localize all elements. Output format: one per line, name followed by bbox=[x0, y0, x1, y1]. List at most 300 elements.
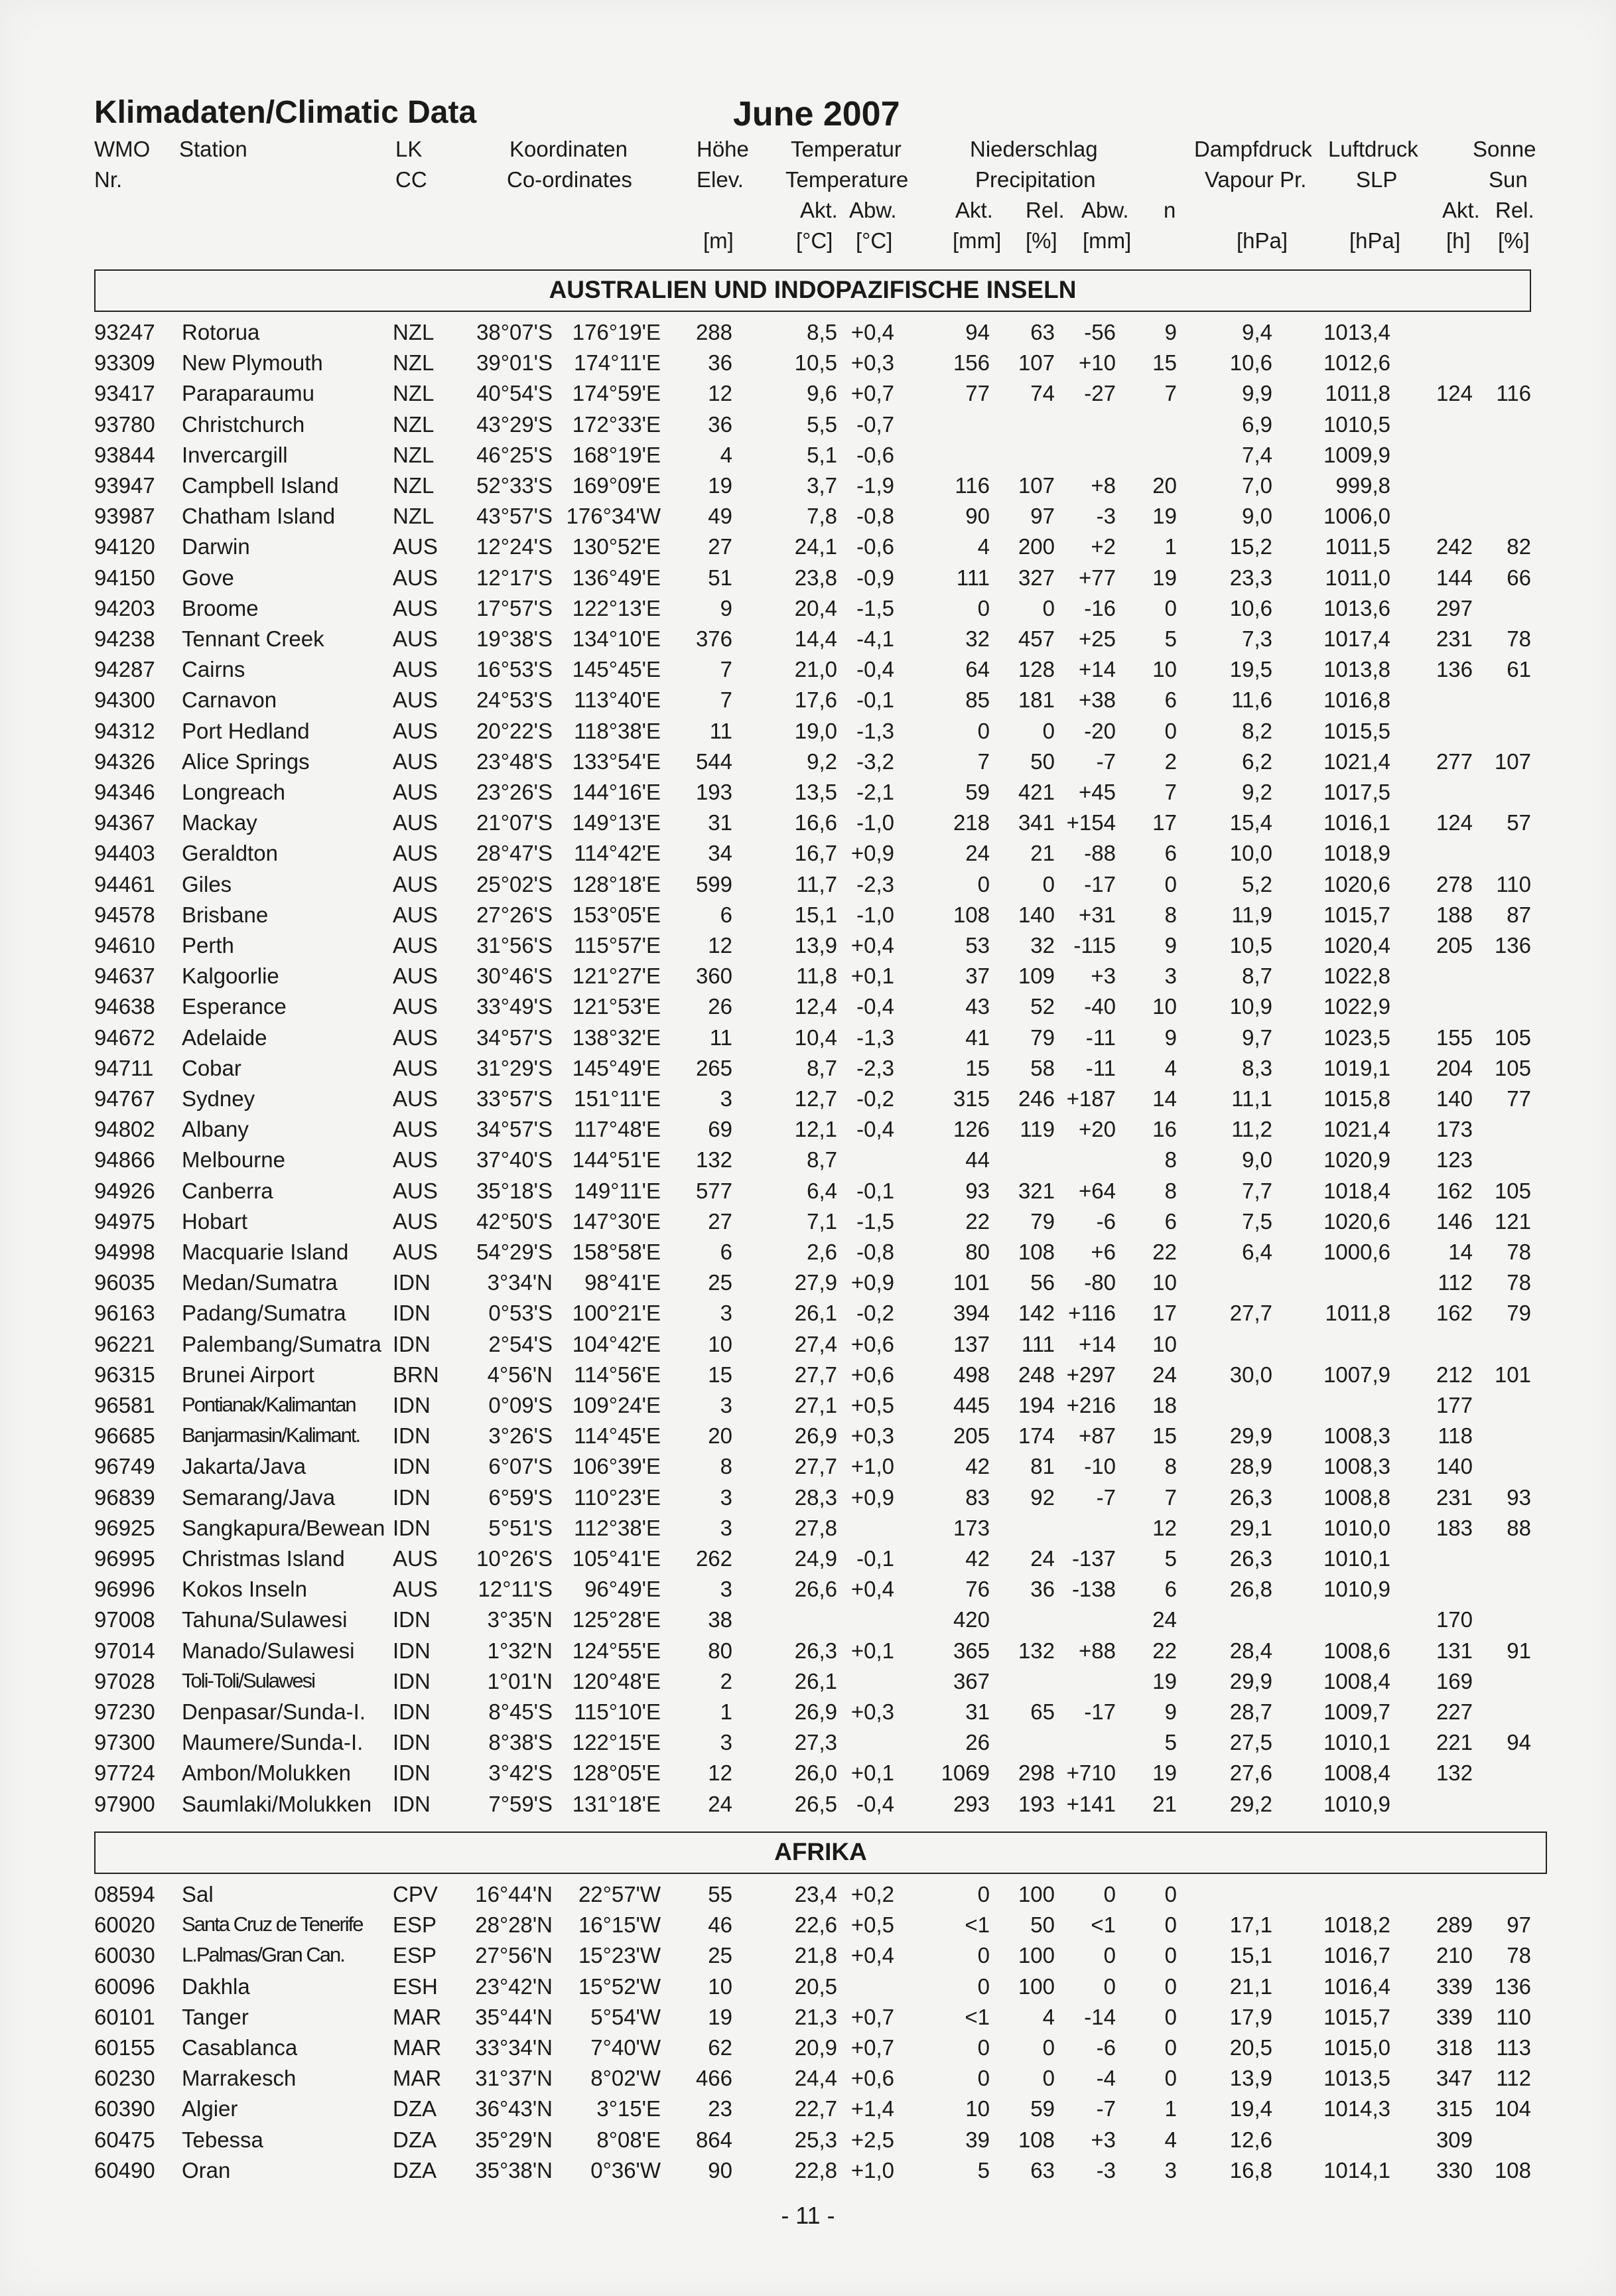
table-row bbox=[0, 1577, 1616, 1607]
station-name: Medan/Sumatra bbox=[182, 1270, 338, 1295]
report-month: June 2007 bbox=[733, 95, 900, 133]
header-prec-rel: Rel. bbox=[1026, 198, 1065, 222]
temperature-akt: 10,5 bbox=[794, 350, 837, 376]
precipitation-abw: +77 bbox=[1079, 565, 1116, 590]
precipitation-rel: 341 bbox=[1018, 810, 1055, 835]
sea-level-pressure: 1008,4 bbox=[1323, 1760, 1390, 1786]
temperature-abw: +0,6 bbox=[850, 1362, 894, 1387]
precipitation-akt: 365 bbox=[953, 1638, 990, 1663]
latitude: 27°26'S bbox=[476, 902, 553, 927]
vapour-pressure: 26,8 bbox=[1229, 1577, 1272, 1602]
sunshine-hours: 14 bbox=[1448, 1240, 1473, 1264]
wmo-number: 93780 bbox=[94, 411, 155, 437]
elevation: 3 bbox=[720, 1086, 732, 1111]
country-code: AUS bbox=[393, 994, 438, 1019]
wmo-number: 97028 bbox=[94, 1668, 155, 1693]
sunshine-hours: 140 bbox=[1436, 1454, 1473, 1479]
longitude: 124°55'E bbox=[572, 1638, 661, 1663]
precipitation-akt: 218 bbox=[953, 810, 990, 835]
header-sun-unit-akt: [h] bbox=[1446, 228, 1471, 253]
station-name: Cobar bbox=[182, 1055, 241, 1080]
wmo-number: 96163 bbox=[94, 1301, 155, 1326]
precipitation-days: 9 bbox=[1164, 320, 1177, 344]
header-koordinaten: Koordinaten bbox=[509, 137, 628, 161]
header-sun: Sun bbox=[1489, 167, 1528, 192]
country-code: AUS bbox=[393, 534, 438, 559]
country-code: IDN bbox=[393, 1760, 431, 1786]
precipitation-days: 0 bbox=[1164, 2035, 1177, 2060]
longitude: 100°21'E bbox=[572, 1301, 661, 1326]
precipitation-akt: 22 bbox=[965, 1208, 990, 1234]
latitude: 39°01'S bbox=[476, 350, 553, 376]
longitude: 121°53'E bbox=[572, 994, 661, 1019]
precipitation-abw: 0 bbox=[1103, 1943, 1116, 1968]
temperature-abw: -1,0 bbox=[856, 902, 894, 927]
table-row bbox=[0, 1056, 1616, 1086]
table-row bbox=[0, 565, 1616, 596]
sunshine-hours: 289 bbox=[1436, 1912, 1473, 1938]
table-row bbox=[0, 2035, 1616, 2066]
station-name: Sangkapura/Bewean bbox=[182, 1515, 385, 1540]
table-row bbox=[0, 1301, 1616, 1331]
sea-level-pressure: 1018,2 bbox=[1323, 1912, 1390, 1938]
temperature-abw: +0,5 bbox=[850, 1912, 894, 1938]
elevation: 25 bbox=[708, 1270, 732, 1295]
temperature-akt: 10,4 bbox=[794, 1025, 837, 1050]
sea-level-pressure: 1008,8 bbox=[1323, 1484, 1390, 1510]
temperature-akt: 5,5 bbox=[807, 411, 837, 437]
sunshine-relative: 66 bbox=[1507, 565, 1531, 590]
sea-level-pressure: 1010,9 bbox=[1323, 1791, 1390, 1816]
longitude: 145°45'E bbox=[572, 657, 661, 682]
elevation: 26 bbox=[708, 994, 732, 1019]
sunshine-hours: 221 bbox=[1436, 1730, 1473, 1755]
sunshine-relative: 88 bbox=[1507, 1515, 1531, 1540]
precipitation-rel: 63 bbox=[1030, 320, 1055, 344]
station-name: Longreach bbox=[182, 780, 285, 804]
sea-level-pressure: 1013,4 bbox=[1323, 320, 1390, 344]
country-code: AUS bbox=[393, 1117, 438, 1142]
temperature-abw: +0,4 bbox=[850, 1943, 894, 1968]
temperature-akt: 16,6 bbox=[794, 810, 837, 835]
vapour-pressure: 21,1 bbox=[1229, 1973, 1272, 1999]
wmo-number: 97008 bbox=[94, 1607, 155, 1632]
temperature-abw: -0,2 bbox=[856, 1301, 894, 1326]
precipitation-rel: 181 bbox=[1018, 687, 1055, 713]
temperature-akt: 3,7 bbox=[807, 473, 837, 498]
longitude: 176°19'E bbox=[572, 320, 661, 344]
wmo-number: 94403 bbox=[94, 841, 155, 866]
precipitation-akt: 156 bbox=[953, 350, 990, 376]
elevation: 193 bbox=[695, 780, 732, 804]
longitude: 114°45'E bbox=[574, 1423, 661, 1449]
table-row bbox=[0, 320, 1616, 350]
precipitation-akt: 0 bbox=[977, 1943, 990, 1968]
precipitation-days: 9 bbox=[1164, 933, 1177, 958]
temperature-akt: 2,6 bbox=[807, 1240, 837, 1264]
temperature-akt: 26,0 bbox=[794, 1760, 837, 1786]
precipitation-abw: +3 bbox=[1091, 2127, 1116, 2152]
header-temperature: Temperature bbox=[785, 167, 909, 192]
sunshine-hours: 204 bbox=[1436, 1055, 1473, 1080]
precipitation-abw: +88 bbox=[1079, 1638, 1116, 1663]
temperature-abw: +0,7 bbox=[850, 2004, 894, 2029]
station-name: Pontianak/Kalimantan bbox=[182, 1393, 356, 1416]
table-row bbox=[0, 1546, 1616, 1577]
precipitation-days: 5 bbox=[1164, 1730, 1177, 1755]
wmo-number: 60230 bbox=[94, 2066, 155, 2091]
country-code: CPV bbox=[393, 1882, 438, 1906]
precipitation-abw: -17 bbox=[1084, 871, 1116, 897]
elevation: 12 bbox=[708, 1760, 732, 1786]
precipitation-akt: 0 bbox=[977, 718, 990, 743]
precipitation-abw: -14 bbox=[1084, 2004, 1116, 2029]
temperature-akt: 12,7 bbox=[794, 1086, 837, 1111]
sunshine-hours: 297 bbox=[1436, 595, 1473, 620]
longitude: 172°33'E bbox=[572, 411, 661, 437]
sea-level-pressure: 1010,9 bbox=[1323, 1577, 1390, 1602]
station-name: Broome bbox=[182, 595, 259, 620]
temperature-abw: -0,2 bbox=[856, 1086, 894, 1111]
longitude: 145°49'E bbox=[572, 1055, 661, 1080]
header-prec-unit-rel: [%] bbox=[1026, 228, 1057, 253]
elevation: 12 bbox=[708, 381, 732, 406]
sunshine-relative: 78 bbox=[1507, 626, 1531, 651]
sea-level-pressure: 1015,7 bbox=[1323, 2004, 1390, 2029]
table-row bbox=[0, 1393, 1616, 1423]
precipitation-days: 16 bbox=[1152, 1117, 1177, 1142]
table-row bbox=[0, 381, 1616, 411]
latitude: 35°29'N bbox=[475, 2127, 553, 2152]
sea-level-pressure: 1010,0 bbox=[1323, 1515, 1390, 1540]
country-code: AUS bbox=[393, 810, 438, 835]
precipitation-akt: 293 bbox=[953, 1791, 990, 1816]
sea-level-pressure: 1019,1 bbox=[1323, 1055, 1390, 1080]
precipitation-abw: -4 bbox=[1096, 2066, 1116, 2091]
sunshine-hours: 146 bbox=[1436, 1208, 1473, 1234]
precipitation-days: 0 bbox=[1164, 2004, 1177, 2029]
wmo-number: 94610 bbox=[94, 933, 155, 958]
temperature-akt: 13,5 bbox=[794, 780, 837, 804]
section-title: AUSTRALIEN UND INDOPAZIFISCHE INSELN bbox=[549, 276, 1077, 303]
precipitation-rel: 111 bbox=[1021, 1331, 1055, 1356]
elevation: 36 bbox=[708, 411, 732, 437]
country-code: AUS bbox=[393, 595, 438, 620]
station-name: Gove bbox=[182, 565, 234, 590]
latitude: 6°07'S bbox=[488, 1454, 553, 1479]
header-elev-unit: [m] bbox=[703, 228, 734, 253]
latitude: 7°59'S bbox=[488, 1791, 553, 1816]
table-row bbox=[0, 964, 1616, 994]
elevation: 31 bbox=[708, 810, 732, 835]
latitude: 35°44'N bbox=[475, 2004, 553, 2029]
precipitation-days: 10 bbox=[1152, 1270, 1177, 1295]
country-code: IDN bbox=[393, 1423, 431, 1449]
elevation: 46 bbox=[708, 1912, 732, 1938]
precipitation-abw: -7 bbox=[1096, 2096, 1116, 2121]
wmo-number: 94238 bbox=[94, 626, 155, 651]
precipitation-days: 7 bbox=[1164, 381, 1177, 406]
table-row bbox=[0, 1730, 1616, 1760]
vapour-pressure: 27,7 bbox=[1229, 1301, 1272, 1326]
elevation: 20 bbox=[708, 1423, 732, 1449]
sea-level-pressure: 1020,6 bbox=[1323, 1208, 1390, 1234]
country-code: IDN bbox=[393, 1791, 431, 1816]
longitude: 158°58'E bbox=[572, 1240, 661, 1264]
temperature-abw: -1,5 bbox=[856, 1208, 894, 1234]
vapour-pressure: 10,0 bbox=[1229, 841, 1272, 866]
precipitation-abw: +64 bbox=[1079, 1178, 1116, 1203]
sea-level-pressure: 1022,9 bbox=[1323, 994, 1390, 1019]
station-name: Brunei Airport bbox=[182, 1362, 314, 1387]
temperature-abw: +1,0 bbox=[850, 2157, 894, 2183]
sea-level-pressure: 1010,1 bbox=[1323, 1546, 1390, 1571]
precipitation-days: 0 bbox=[1164, 871, 1177, 897]
table-row bbox=[0, 412, 1616, 443]
sunshine-relative: 93 bbox=[1507, 1484, 1531, 1510]
temperature-abw: -1,9 bbox=[856, 473, 894, 498]
sunshine-hours: 309 bbox=[1436, 2127, 1473, 2152]
temperature-akt: 27,4 bbox=[794, 1331, 837, 1356]
country-code: ESP bbox=[393, 1912, 437, 1938]
temperature-abw: +0,1 bbox=[850, 964, 894, 989]
temperature-abw: +0,6 bbox=[850, 2066, 894, 2091]
vapour-pressure: 6,4 bbox=[1242, 1240, 1272, 1264]
header-temp-unit-akt: [°C] bbox=[796, 228, 833, 253]
sunshine-hours: 188 bbox=[1436, 902, 1473, 927]
station-name: Ambon/Molukken bbox=[182, 1760, 351, 1786]
precipitation-rel: 421 bbox=[1018, 780, 1055, 804]
sunshine-relative: 77 bbox=[1507, 1086, 1531, 1111]
precipitation-days: 0 bbox=[1164, 2066, 1177, 2091]
elevation: 27 bbox=[708, 1208, 732, 1234]
station-name: Geraldton bbox=[182, 841, 278, 866]
wmo-number: 94638 bbox=[94, 994, 155, 1019]
country-code: AUS bbox=[393, 687, 438, 713]
precipitation-days: 10 bbox=[1152, 1331, 1177, 1356]
precipitation-rel: 0 bbox=[1042, 2035, 1055, 2060]
country-code: IDN bbox=[393, 1668, 431, 1693]
wmo-number: 60020 bbox=[94, 1912, 155, 1938]
country-code: IDN bbox=[393, 1301, 431, 1326]
elevation: 577 bbox=[695, 1178, 732, 1203]
elevation: 3 bbox=[720, 1515, 732, 1540]
precipitation-akt: 93 bbox=[965, 1178, 990, 1203]
temperature-abw: -0,8 bbox=[856, 504, 894, 529]
precipitation-abw: -56 bbox=[1084, 320, 1116, 344]
sea-level-pressure: 1008,3 bbox=[1323, 1423, 1390, 1449]
temperature-akt: 27,3 bbox=[794, 1730, 837, 1755]
table-row bbox=[0, 1270, 1616, 1301]
precipitation-akt: 44 bbox=[965, 1147, 990, 1173]
country-code: AUS bbox=[393, 1546, 438, 1571]
latitude: 52°33'S bbox=[476, 473, 553, 498]
temperature-abw: -0,6 bbox=[856, 442, 894, 467]
latitude: 28°47'S bbox=[476, 841, 553, 866]
station-name: Padang/Sumatra bbox=[182, 1301, 346, 1326]
vapour-pressure: 19,4 bbox=[1229, 2096, 1272, 2121]
elevation: 6 bbox=[720, 1240, 732, 1264]
sunshine-relative: 57 bbox=[1507, 810, 1531, 835]
precipitation-rel: 58 bbox=[1030, 1055, 1055, 1080]
station-name: Marrakesch bbox=[182, 2066, 297, 2091]
precipitation-abw: -20 bbox=[1084, 718, 1116, 743]
wmo-number: 96035 bbox=[94, 1270, 155, 1295]
precipitation-abw: -7 bbox=[1096, 1484, 1116, 1510]
table-row bbox=[0, 1362, 1616, 1393]
wmo-number: 96996 bbox=[94, 1577, 155, 1602]
sunshine-relative: 136 bbox=[1494, 1973, 1531, 1999]
country-code: MAR bbox=[393, 2066, 442, 2091]
latitude: 43°29'S bbox=[476, 411, 553, 437]
country-code: AUS bbox=[393, 1577, 438, 1602]
sunshine-relative: 108 bbox=[1494, 2157, 1531, 2183]
latitude: 6°59'S bbox=[488, 1484, 553, 1510]
vapour-pressure: 7,0 bbox=[1242, 473, 1272, 498]
vapour-pressure: 6,9 bbox=[1242, 411, 1272, 437]
wmo-number: 94866 bbox=[94, 1147, 155, 1173]
country-code: NZL bbox=[393, 411, 435, 437]
latitude: 33°49'S bbox=[476, 994, 553, 1019]
latitude: 31°37'N bbox=[475, 2066, 553, 2091]
vapour-pressure: 7,3 bbox=[1242, 626, 1272, 651]
temperature-akt: 8,5 bbox=[807, 320, 837, 344]
precipitation-abw: +10 bbox=[1079, 350, 1116, 376]
elevation: 1 bbox=[720, 1699, 732, 1724]
longitude: 144°16'E bbox=[572, 780, 661, 804]
precipitation-akt: 367 bbox=[953, 1668, 990, 1693]
station-name: Christmas Island bbox=[182, 1546, 345, 1571]
vapour-pressure: 20,5 bbox=[1229, 2035, 1272, 2060]
elevation: 27 bbox=[708, 534, 732, 559]
precipitation-abw: -27 bbox=[1084, 381, 1116, 406]
sea-level-pressure: 1010,5 bbox=[1323, 411, 1390, 437]
latitude: 33°57'S bbox=[476, 1086, 553, 1111]
station-name: Oran bbox=[182, 2157, 231, 2183]
table-row bbox=[0, 2096, 1616, 2127]
sunshine-relative: 104 bbox=[1494, 2096, 1531, 2121]
temperature-abw: +1,4 bbox=[850, 2096, 894, 2121]
precipitation-abw: +6 bbox=[1091, 1240, 1116, 1264]
wmo-number: 60155 bbox=[94, 2035, 155, 2060]
precipitation-rel: 194 bbox=[1018, 1393, 1055, 1417]
precipitation-days: 4 bbox=[1164, 1055, 1177, 1080]
precipitation-days: 12 bbox=[1152, 1515, 1177, 1540]
temperature-abw: -0,8 bbox=[856, 1240, 894, 1264]
precipitation-days: 17 bbox=[1152, 810, 1177, 835]
header-temp-abw: Abw. bbox=[849, 198, 897, 222]
precipitation-akt: 126 bbox=[953, 1117, 990, 1142]
longitude: 3°15'E bbox=[596, 2096, 661, 2121]
station-name: Santa Cruz de Tenerife bbox=[182, 1912, 363, 1936]
temperature-akt: 27,7 bbox=[794, 1454, 837, 1479]
header-sonne: Sonne bbox=[1473, 137, 1536, 161]
sea-level-pressure: 1018,9 bbox=[1323, 841, 1390, 866]
latitude: 3°26'S bbox=[488, 1423, 553, 1449]
latitude: 12°24'S bbox=[476, 534, 553, 559]
temperature-akt: 25,3 bbox=[794, 2127, 837, 2152]
precipitation-rel: 65 bbox=[1030, 1699, 1055, 1724]
temperature-abw: +0,2 bbox=[850, 1882, 894, 1906]
vapour-pressure: 19,5 bbox=[1229, 657, 1272, 682]
latitude: 35°18'S bbox=[476, 1178, 553, 1203]
elevation: 10 bbox=[708, 1973, 732, 1999]
sunshine-hours: 144 bbox=[1436, 565, 1473, 590]
elevation: 19 bbox=[708, 2004, 732, 2029]
precipitation-akt: 445 bbox=[953, 1393, 990, 1417]
sunshine-relative: 61 bbox=[1507, 657, 1531, 682]
wmo-number: 97230 bbox=[94, 1699, 155, 1724]
sea-level-pressure: 1017,4 bbox=[1323, 626, 1390, 651]
precipitation-days: 6 bbox=[1164, 1577, 1177, 1602]
precipitation-abw: +31 bbox=[1079, 902, 1116, 927]
wmo-number: 93844 bbox=[94, 442, 155, 467]
sunshine-hours: 231 bbox=[1436, 626, 1473, 651]
header-sun-akt: Akt. bbox=[1442, 198, 1480, 222]
precipitation-days: 8 bbox=[1164, 1454, 1177, 1479]
header-prec-unit-abw: [mm] bbox=[1083, 228, 1132, 253]
latitude: 31°29'S bbox=[476, 1055, 553, 1080]
header-luftdruck: Luftdruck bbox=[1328, 137, 1418, 161]
temperature-abw: +0,3 bbox=[850, 350, 894, 376]
precipitation-rel: 0 bbox=[1042, 595, 1055, 620]
latitude: 54°29'S bbox=[476, 1240, 553, 1264]
precipitation-akt: 0 bbox=[977, 871, 990, 897]
sunshine-hours: 169 bbox=[1436, 1668, 1473, 1693]
station-name: Esperance bbox=[182, 994, 287, 1019]
precipitation-akt: 90 bbox=[965, 504, 990, 529]
elevation: 62 bbox=[708, 2035, 732, 2060]
precipitation-abw: +187 bbox=[1066, 1086, 1116, 1111]
longitude: 168°19'E bbox=[572, 442, 661, 467]
temperature-akt: 23,8 bbox=[794, 565, 837, 590]
vapour-pressure: 26,3 bbox=[1229, 1484, 1272, 1510]
latitude: 33°34'N bbox=[475, 2035, 553, 2060]
latitude: 2°54'S bbox=[488, 1331, 553, 1356]
wmo-number: 94287 bbox=[94, 657, 155, 682]
precipitation-akt: 137 bbox=[953, 1331, 990, 1356]
latitude: 0°09'S bbox=[488, 1393, 553, 1417]
latitude: 24°53'S bbox=[476, 687, 553, 713]
longitude: 22°57'W bbox=[578, 1882, 661, 1906]
precipitation-abw: -6 bbox=[1096, 1208, 1116, 1234]
precipitation-akt: 0 bbox=[977, 1973, 990, 1999]
header-prec-n: n bbox=[1164, 198, 1176, 222]
temperature-abw: -1,0 bbox=[856, 810, 894, 835]
elevation: 3 bbox=[720, 1301, 732, 1326]
header-sun-rel: Rel. bbox=[1495, 198, 1534, 222]
precipitation-days: 17 bbox=[1152, 1301, 1177, 1326]
vapour-pressure: 10,6 bbox=[1229, 595, 1272, 620]
header-vapour-unit: [hPa] bbox=[1237, 228, 1288, 253]
country-code: DZA bbox=[393, 2127, 437, 2152]
temperature-akt: 20,9 bbox=[794, 2035, 837, 2060]
precipitation-akt: 10 bbox=[965, 2096, 990, 2121]
temperature-akt: 20,4 bbox=[794, 595, 837, 620]
table-row bbox=[0, 1792, 1616, 1822]
station-name: Semarang/Java bbox=[182, 1484, 336, 1510]
table-row bbox=[0, 1882, 1616, 1912]
country-code: AUS bbox=[393, 964, 438, 989]
wmo-number: 97300 bbox=[94, 1730, 155, 1755]
precipitation-akt: 116 bbox=[955, 473, 990, 498]
temperature-akt: 27,9 bbox=[794, 1270, 837, 1295]
station-name: Palembang/Sumatra bbox=[182, 1331, 381, 1356]
wmo-number: 94203 bbox=[94, 595, 155, 620]
precipitation-days: 20 bbox=[1152, 473, 1177, 498]
elevation: 3 bbox=[720, 1730, 732, 1755]
sea-level-pressure: 1008,3 bbox=[1323, 1454, 1390, 1479]
